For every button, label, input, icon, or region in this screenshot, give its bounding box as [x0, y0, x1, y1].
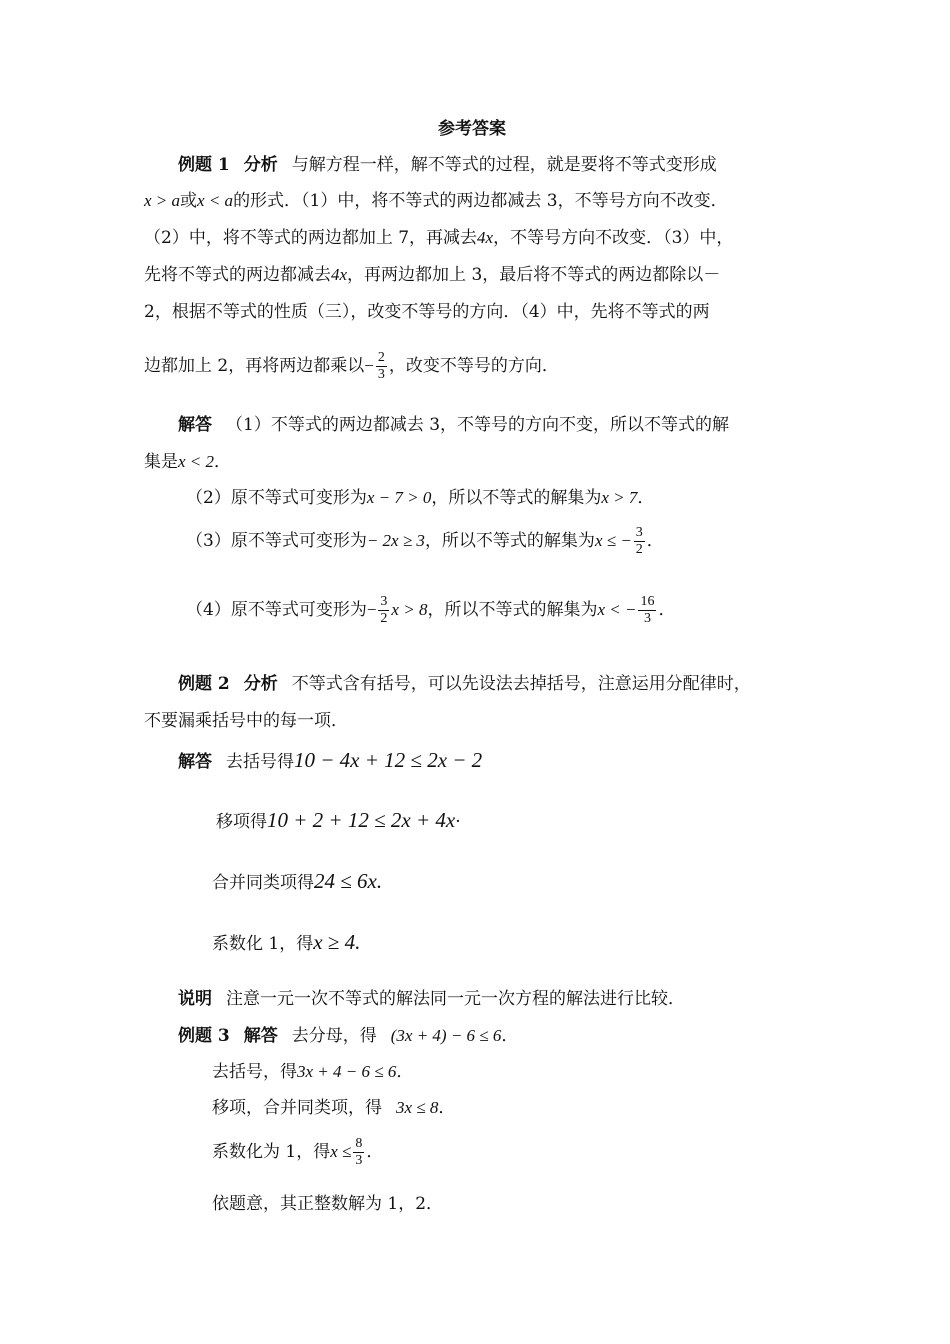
ex2-analysis-label: 分析 [243, 674, 278, 694]
ex3-step-text: 去分母，得 [291, 1026, 377, 1046]
ex2-step-text: 移项得 [216, 812, 267, 832]
minus-sign: − [364, 356, 374, 376]
ex1-analysis-label: 分析 [243, 155, 278, 175]
fraction-denominator: 3 [377, 367, 385, 383]
ex3-step-2 [212, 1061, 413, 1083]
period: ． [646, 531, 664, 552]
ex1-analysis-line-1 [178, 154, 717, 176]
ex1-analysis-line-4 [144, 264, 720, 286]
math-expr: 3x ≤ 8 [396, 1098, 439, 1117]
ex3-step-4 [212, 1136, 383, 1169]
ex1-answer-1-cont [144, 451, 231, 473]
ex2-analysis-line-1 [178, 673, 751, 695]
math-expr: x < − [597, 600, 637, 620]
ex2-label: 例题 2 [178, 674, 230, 694]
fraction-numerator: 3 [378, 594, 389, 611]
ex1-analysis-text: ，不等号方向不改变．（3）中， [493, 228, 734, 248]
ex1-answer-3 [186, 525, 664, 558]
ex1-answer-text: （3）原不等式可变形为 [186, 531, 367, 552]
ex1-analysis-text: 边都加上 2，再将两边都乘以 [144, 356, 365, 377]
period: ． [396, 1062, 414, 1082]
ex1-analysis-text: （2）中，将不等式的两边都加上 7，再减去 [144, 228, 478, 248]
ex2-answer-label: 解答 [178, 752, 212, 772]
ex1-answer-text: ，所以不等式的解集为 [431, 488, 602, 508]
ex2-step-text: 去括号得 [226, 752, 294, 772]
fraction-numerator: 8 [353, 1136, 364, 1153]
ex1-analysis-text: 与解方程一样，解不等式的过程，就是要将不等式变形成 [291, 155, 717, 175]
ex2-analysis-text: 不等式含有括号，可以先设法去掉括号，注意运用分配律时， [291, 674, 751, 694]
fraction-eight-thirds [353, 1136, 364, 1169]
math-x-gt-a: x > a [144, 191, 181, 210]
note [178, 988, 685, 1010]
ex1-answer-text: 集是 [144, 452, 178, 472]
math-expr: 3x + 4 − 6 ≤ 6 [297, 1062, 397, 1081]
period: ． [658, 600, 676, 621]
ex1-answer-2 [186, 487, 654, 509]
math-x-lt-2: x < 2 [178, 452, 215, 471]
ex2-step-4 [212, 929, 360, 956]
fraction-sixteen-thirds [638, 594, 656, 627]
ex1-answer-label: 解答 [178, 415, 212, 435]
ex3-answer-label: 解答 [243, 1026, 278, 1046]
fraction-two-thirds [376, 350, 387, 383]
ex3-step-text: 去括号，得 [212, 1062, 297, 1082]
ex2-step-text: 系数化 1，得 [212, 934, 314, 954]
fraction-numerator: 16 [638, 594, 656, 611]
ex1-analysis-text: ，改变不等号的方向． [388, 356, 559, 377]
ex1-answer-text: （1）不等式的两边都减去 3，不等号的方向不变，所以不等式的解 [226, 415, 730, 435]
fraction-numerator: 2 [376, 350, 387, 367]
page-title: 参考答案 [438, 119, 506, 139]
ex1-label: 例题 1 [178, 155, 230, 175]
ex2-analysis-line-2: 不要漏乘括号中的每一项． [144, 711, 348, 731]
math-x-lt-a: x < a [197, 191, 234, 210]
note-label: 说明 [178, 989, 212, 1009]
math-expr: x ≤ [330, 1142, 352, 1162]
ex3-step-3 [212, 1097, 455, 1119]
ex2-step-text: 合并同类项得 [212, 873, 314, 893]
math-expr: x ≥ 4. [313, 930, 361, 954]
math-expr: 10 − 4x + 12 ≤ 2x − 2 [294, 748, 483, 772]
ex3-step-5: 依题意，其正整数解为 1，2． [212, 1194, 444, 1214]
fraction-numerator: 3 [634, 525, 645, 542]
ex2-step-1 [178, 747, 482, 774]
or-text: 或 [180, 191, 198, 211]
period: ． [637, 488, 655, 508]
note-text: 注意一元一次不等式的解法同一元一次方程的解法进行比较． [226, 989, 685, 1009]
math-expr: x ≤ − [594, 531, 632, 551]
ex1-analysis-text: 的形式．（1）中，将不等式的两边都减去 3，不等号方向不改变． [233, 191, 728, 211]
period: ． [501, 1026, 519, 1046]
ex1-analysis-text: 先将不等式的两边都减去 [144, 265, 331, 285]
fraction-denominator: 3 [355, 1153, 363, 1169]
ex3-step-text: 系数化为 1，得 [212, 1142, 331, 1163]
ex1-analysis-text: ，再两边都加上 3，最后将不等式的两边都除以－ [347, 265, 721, 285]
ex1-answer-text: （4）原不等式可变形为 [186, 600, 367, 621]
ex1-answer-text: ，所以不等式的解集为 [424, 531, 595, 552]
ex2-step-3 [212, 868, 382, 895]
ex1-analysis-line-3 [144, 227, 733, 249]
fraction-three-halves [378, 594, 389, 627]
math-4x: 4x [331, 265, 348, 284]
math-expr: 24 ≤ 6x. [314, 869, 383, 893]
ex3-step-text: 移项，合并同类项，得 [212, 1098, 382, 1118]
ex1-answer-4 [186, 594, 675, 627]
ex1-analysis-line-6 [144, 350, 559, 383]
period: ． [214, 452, 232, 472]
fraction-denominator: 2 [635, 542, 643, 558]
ex1-answer-text: ，所以不等式的解集为 [427, 600, 598, 621]
math-expr: x − 7 > 0 [366, 488, 432, 507]
ex3-step-1 [178, 1025, 518, 1047]
math-expr: x > 7 [601, 488, 638, 507]
dot: · [455, 812, 461, 832]
ex1-answer-1 [178, 414, 729, 436]
math-4x: 4x [477, 228, 494, 247]
ex3-label: 例题 3 [178, 1026, 230, 1046]
ex1-analysis-line-2 [144, 190, 728, 212]
ex2-step-2 [216, 807, 461, 834]
fraction-denominator: 2 [380, 611, 388, 627]
math-expr: − 2x ≥ 3 [366, 531, 425, 551]
period: ． [366, 1142, 384, 1163]
ex1-analysis-line-5: 2，根据不等式的性质（三），改变不等号的方向．（4）中，先将不等式的两 [144, 302, 710, 322]
fraction-denominator: 3 [643, 611, 651, 627]
period: ． [438, 1098, 456, 1118]
fraction-three-halves [634, 525, 645, 558]
math-expr: x > 8 [391, 600, 428, 620]
ex1-answer-text: （2）原不等式可变形为 [186, 488, 367, 508]
math-expr: 10 + 2 + 12 ≤ 2x + 4x [267, 808, 456, 832]
minus-sign: − [366, 600, 377, 620]
math-expr: (3x + 4) − 6 ≤ 6 [390, 1026, 502, 1045]
